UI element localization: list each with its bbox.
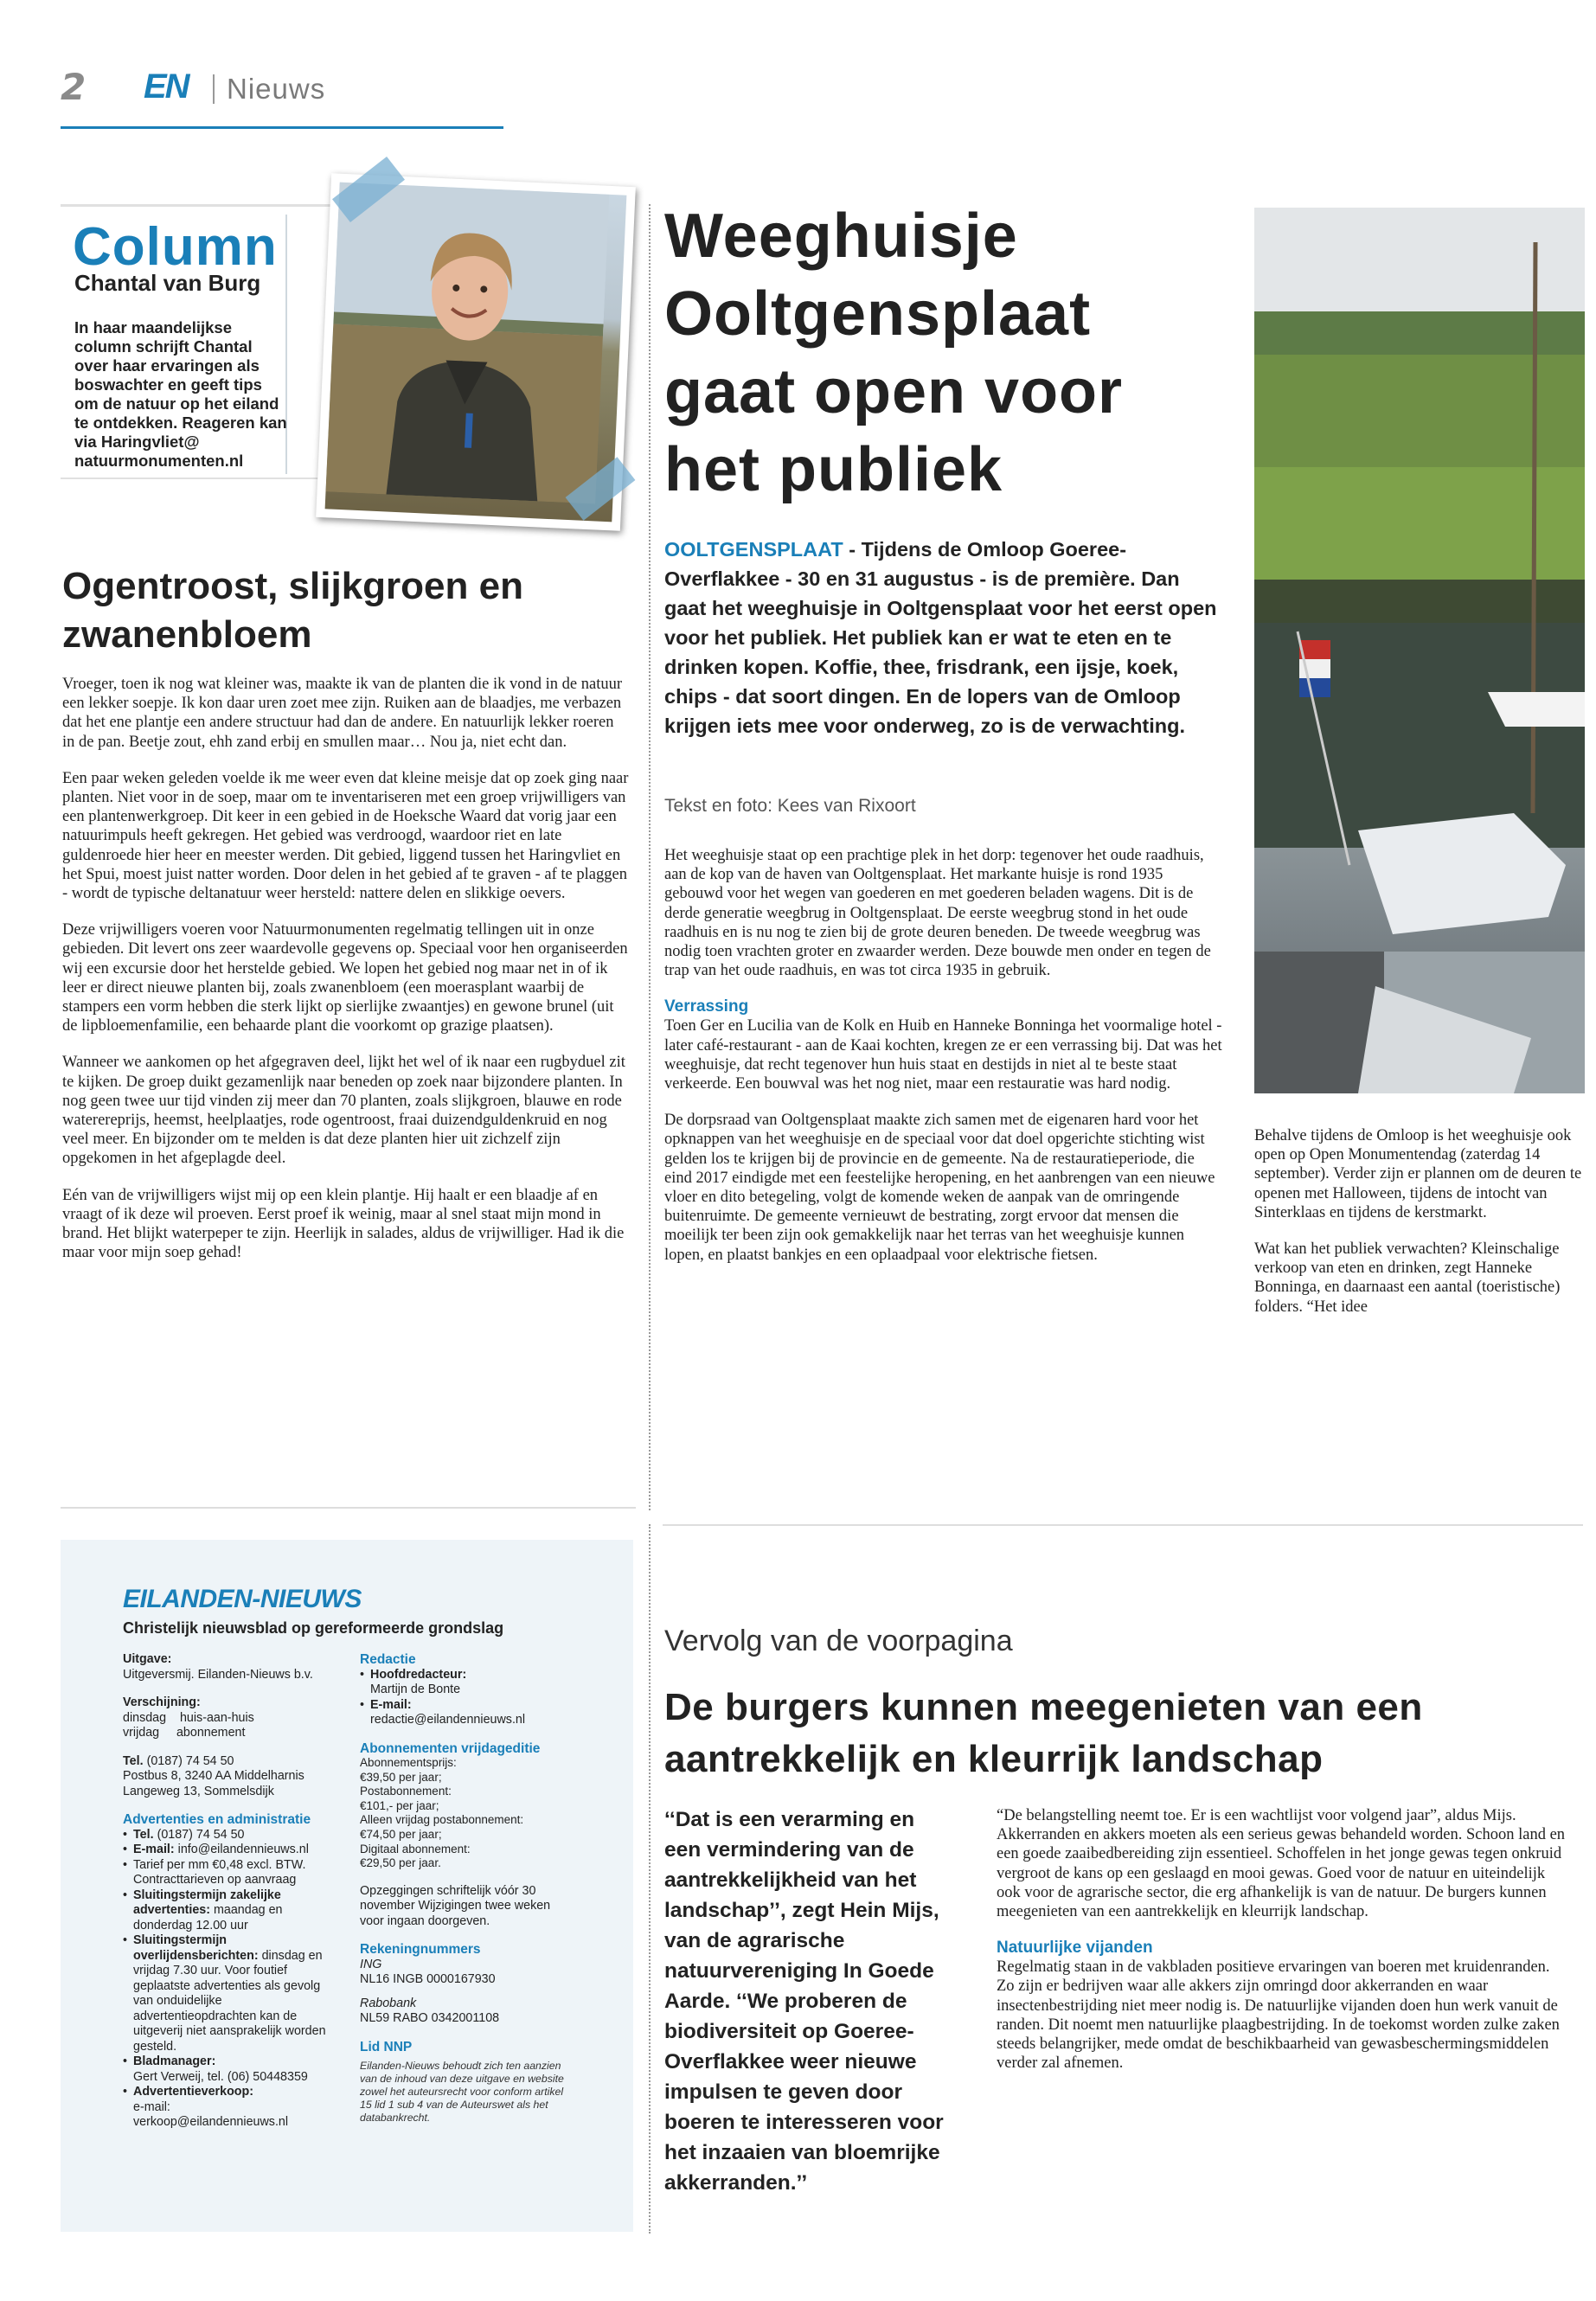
adv-zakelijk-label: Sluitingstermijn zakelijke advertenties: bbox=[133, 1888, 281, 1917]
abo-line: €29,50 per jaar. bbox=[360, 1856, 441, 1870]
article-paragraph: Regelmatig staan in de vakbladen positieve ervaringen van boeren met kruidenranden. Zo zijn er bedrijven waar alle akkers zijn omringd door akkerranden en waar insectenbestrijding niet meer nodig is. De natuurlijke vijanden doen hun werk vanuit de randen. Dit noemt men natuurlijke plaagbestrijding. In de toekomst worden zulke zaken steeds belangrijker, mede omdat de beschikbaarheid van gewasbeschermingsmiddelen verder zal afnemen. bbox=[997, 1958, 1560, 2073]
advertentieverkoop-email-link[interactable]: verkoop@eilandennieuws.nl bbox=[133, 2115, 289, 2129]
column-intro: In haar maandelijkse column schrijft Chantal over haar ervaringen als boswachter en geeft tips om de natuur op het eiland te ontdekken. Reageren kan via Haringvliet@ natuurmonumenten.nl bbox=[74, 318, 287, 470]
advertenties-heading: Advertenties en administratie bbox=[123, 1812, 311, 1827]
adv-email-label: E-mail: bbox=[133, 1843, 175, 1856]
redactie-email-label: E-mail: bbox=[370, 1697, 412, 1712]
weeghuisje-lead bbox=[664, 535, 1218, 740]
adv-tel-value: (0187) 74 54 50 bbox=[157, 1827, 245, 1842]
eilanden-nieuws-logo: EILANDEN-NIEUWS bbox=[123, 1585, 362, 1613]
column-divider bbox=[649, 1524, 651, 2234]
article-subhead: Verrassing bbox=[664, 997, 749, 1016]
portrait-image bbox=[325, 183, 627, 522]
opzeggingen-text: Opzeggingen schriftelijk vóór 30 november Wijzigingen twee weken voor ingaan doorgeven. bbox=[360, 1883, 551, 1928]
adv-tel-label: Tel. bbox=[133, 1827, 154, 1842]
bladmanager-value: Gert Verweij, tel. (06) 50448359 bbox=[133, 2069, 308, 2084]
verschijning-line: dinsdag huis-aan-huis bbox=[123, 1710, 254, 1725]
dateline: OOLTGENSPLAAT bbox=[664, 538, 843, 561]
section-divider bbox=[61, 1507, 636, 1509]
ing-label: ING bbox=[360, 1957, 382, 1971]
article-paragraph: Toen Ger en Lucilia van de Kolk en Huib en Hanneke Bonninga het voormalige hotel - later café-restaurant - aan de Kaai kochten, kregen ze er een verrassing bij. Dat was het weeghuisje, dat recht tegenover hun huis staat en destijds in niet al te beste staat verkeerde. Een bouwval was het nog niet, maar een restauratie was hard nodig. bbox=[664, 1017, 1222, 1093]
advertentieverkoop-label: Advertentieverkoop: bbox=[133, 2085, 254, 2099]
tel-label: Tel. bbox=[123, 1753, 144, 1768]
article-paragraph: Behalve tijdens de Omloop is het weeghuisje ook open op Open Monumentendag (zaterdag 14 september). Verder zijn er plannen om de deuren te openen met Halloween, tijdens de intocht van Sinterklaas en tijdens de kerstmarkt. bbox=[1254, 1127, 1582, 1221]
verschijning-line: vrijdag abonnement bbox=[123, 1726, 246, 1740]
redactie-list bbox=[360, 1668, 576, 1728]
column-paragraph: Een paar weken geleden voelde ik me weer even dat kleine meisje dat op zoek ging naar planten. Niet voor in de soep, maar om te inventariseren met een groep vrijwilligers van een plantenwerkgroep. Dit keer in een gebied in de Hoeksche Waard dat vorig jaar een natuurimpuls heeft gekregen. Het gebied was verdroogd, waardoor riet en late guldenroede hier heer en meester werden. Dit gebied, liggend tussen het Haringvliet en het Spui, moest juist natter worden. Door delen in het gebied af te graven - af te plaggen - wordt de typische deltanatuur weer hersteld: nattere delen en slikkige oevers. bbox=[62, 769, 629, 903]
adv-item bbox=[123, 1828, 339, 1843]
column-paragraph: Deze vrijwilligers voeren voor Natuurmonumenten regelmatig tellingen uit in onze gebieden. Dit levert ons zeer waardevolle gegevens op. Speciaal voor hen organiseerden wij een excursie door het herstelde gebied. We lopen het gebied nog maar net in of ik leer er direct nieuwe planten bij, zoals zwanenbloem (een moerasplant waarbij de stampers een vorm hebben die sterk lijkt op sierlijke zwaantjes) en gewone brunel (uit de lipbloemenfamilie, een behaarde plant die voorkomt op grazige plaatsen). bbox=[62, 921, 628, 1035]
adv-overlijden-value: dinsdag en vrijdag 7.30 uur. Voor foutief geplaatste advertenties als gevolg van onduidelijke advertentieopdrachten kan de uitgeverij niet aansprakelijk worden gesteld. bbox=[133, 1948, 326, 2054]
vervolg-pull-quote: ‘‘Dat is een verarming en een vermindering van de aantrekkelijkheid van het landschap’’, zegt Hein Mijs, van de agrarische natuurvereniging In Goede Aarde. ‘‘We proberen de biodiversiteit op Goeree-Overflakkee weer nieuwe impulsen te geven door boeren te interesseren voor het inzaaien van bloemrijke akkerranden.’’ bbox=[664, 1808, 944, 2195]
column-paragraph: Wanneer we aankomen op het afgegraven deel, lijkt het wel of ik naar een rugbyduel zit te kijken. De groep duikt gezamenlijk naar beneden op zoek naar bijzondere planten. In nog geen twee uur tijd vinden zij meer dan 70 planten, zoals slijkgroen, blauwe en rode waterereprijs, heemst, heelplaatjes, rode ogentroost, fraai duizendguldenkruid en nog veel meer. En bijzonder om te melden is dat deze planten hier uit zichzelf zijn opgekomen in het afgeplagde deel. bbox=[62, 1054, 625, 1168]
redactie-heading: Redactie bbox=[360, 1652, 416, 1667]
abo-line: €101,- per jaar; bbox=[360, 1798, 439, 1812]
adv-item bbox=[123, 2054, 339, 2085]
advertenties-list bbox=[123, 1828, 339, 2131]
adv-item bbox=[123, 1933, 339, 2054]
portrait-illustration bbox=[326, 183, 610, 504]
hoofdredacteur-value: Martijn de Bonte bbox=[370, 1682, 461, 1696]
adv-email-link[interactable]: info@eilandennieuws.nl bbox=[177, 1843, 309, 1856]
abonnementen-heading: Abonnementen vrijdageditie bbox=[360, 1740, 541, 1756]
uitgave-block bbox=[123, 1652, 339, 1682]
colofon-tagline: Christelijk nieuwsblad op gereformeerde grondslag bbox=[123, 1619, 504, 1637]
verschijning-block bbox=[123, 1695, 339, 1741]
abo-line: Postabonnement: bbox=[360, 1785, 452, 1798]
colofon-right-column bbox=[360, 1652, 576, 2125]
rabo-label: Rabobank bbox=[360, 1996, 417, 2010]
address-line: Postbus 8, 3240 AA Middelharnis bbox=[123, 1769, 304, 1783]
advertentieverkoop-line: e-mail: bbox=[133, 2099, 170, 2114]
article-paragraph: “De belangstelling neemt toe. Er is een wachtlijst voor volgend jaar”, aldus Mijs. Akkerranden en akkers moeten als een serieus gewas behandeld worden. Schoon land en een goede zaaibedbereiding zijn essentieel. Schoffelen in het jonge gewas tegen onkruid vergroot de kans op een geslaagd en mooi gewas. Goed voor de natuur en uiteindelijk ook voor de agrarische sector, die erg afhankelijk is van de natuur. De burgers kunnen meegenieten van een aantrekkelijk en kleurrijk landschap. bbox=[997, 1807, 1566, 1921]
adv-item bbox=[123, 1888, 339, 1934]
abo-line: Alleen vrijdag postabonnement: bbox=[360, 1813, 524, 1827]
abonnementen-block bbox=[360, 1756, 576, 1871]
abo-line: Digitaal abonnement: bbox=[360, 1842, 471, 1856]
harbour-photo bbox=[1254, 208, 1585, 1093]
uitgave-value: Uitgeversmij. Eilanden-Nieuws b.v. bbox=[123, 1667, 313, 1682]
hoofdredacteur-label: Hoofdredacteur: bbox=[370, 1667, 467, 1682]
en-logo: EN bbox=[144, 67, 189, 106]
redactie-item bbox=[360, 1668, 576, 1698]
weeghuisje-headline: Weeghuisje Ooltgensplaat gaat open voor het publiek bbox=[664, 202, 1124, 504]
contact-block bbox=[123, 1754, 339, 1800]
vervolg-headline: De burgers kunnen meegenieten van een aantrekkelijk en kleurrijk landschap bbox=[664, 1686, 1423, 1780]
column-headline: Ogentroost, slijkgroen en zwanenbloem bbox=[62, 565, 523, 656]
lead-text: - Tijdens de Omloop Goeree-Overflakkee - 30 en 31 augustus - is de première. Dan gaat het weeghuisje in Ooltgensplaat voor het eerst open voor het publiek. Het publiek kan er wat te eten en te drinken kopen. Koffie, thee, frisdrank, een ijsje, koek, chips - dat soort dingen. En de lopers van de Omloop krijgen iets mee voor onderweg, zo is de verwachting. bbox=[664, 538, 1217, 737]
redactie-email-link[interactable]: redactie@eilandennieuws.nl bbox=[370, 1713, 526, 1727]
article-paragraph: Wat kan het publiek verwachten? Kleinschalige verkoop van eten en drinken, zegt Hanneke Bonninga, en daarnaast een aantal (toeristische) folders. “Het idee bbox=[1254, 1240, 1561, 1316]
ing-value: NL16 INGB 0000167930 bbox=[360, 1972, 496, 1987]
weeghuisje-body bbox=[664, 846, 1225, 1282]
adv-item: • Tarief per mm €0,48 excl. BTW. Contracttarieven op aanvraag bbox=[123, 1858, 339, 1888]
column-top-rule bbox=[61, 204, 337, 207]
adv-item bbox=[123, 1843, 339, 1858]
address-line: Langeweg 13, Sommelsdijk bbox=[123, 1784, 274, 1798]
column-body bbox=[62, 675, 629, 1279]
photo-credit: Tekst en foto: Kees van Rixoort bbox=[664, 796, 916, 816]
rabo-block bbox=[360, 1997, 576, 2027]
header-separator bbox=[213, 74, 215, 104]
abo-line: Abonnementsprijs: bbox=[360, 1756, 457, 1769]
harbour-illustration bbox=[1254, 208, 1585, 1093]
rekeningnummers-heading: Rekeningnummers bbox=[360, 1942, 481, 1958]
column-paragraph: Vroeger, toen ik nog wat kleiner was, maakte ik van de planten die ik vond in de natuur een lekker soepje. Ik kon daar uren zoet mee zijn. Ruiken aan de blaadjes, me verbazen dat het ene plantje een andere structuur had dan de andere. En natuurlijk lekker roeren in de pan. Beetje zout, ehh zand erbij en smullen maar… Nou ja, niet echt dan. bbox=[62, 676, 622, 751]
section-divider bbox=[663, 1524, 1583, 1526]
column-paragraph: Eén van de vrijwilligers wijst mij op een klein plantje. Hij haalt er een blaadje af en vraagt of ik deze wil proeven. Eerst proef ik weinig, maar al snel staat mijn mond in brand. Het blijkt waterpeper te zijn. Heerlijk in salades, aldus de vrijwilliger. Had ik die maar voor mijn soep gehad! bbox=[62, 1186, 625, 1262]
bladmanager-label: Bladmanager: bbox=[133, 2054, 216, 2068]
adv-zakelijk-value: maandag en donderdag 12.00 uur bbox=[133, 1903, 283, 1932]
verschijning-label: Verschijning: bbox=[123, 1695, 201, 1709]
colofon-left-column bbox=[123, 1652, 339, 2131]
ing-block bbox=[360, 1958, 576, 1988]
nnp-heading: Lid NNP bbox=[360, 2039, 413, 2054]
rabo-value: NL59 RABO 0342001108 bbox=[360, 2011, 500, 2026]
article-paragraph: De dorpsraad van Ooltgensplaat maakte zich samen met de eigenaren hard voor het opknappen van het weeghuisje en de speciaal voor dat doel opgerichte stichting wist gelden los te krijgen bij de provincie en de gemeente. Na de restauratieperiode, die eind 2017 eindigde met een feestelijke heropening, en het aanbrengen van een nieuwe vloer en dito betegeling, volgt de komende weken de aanpak van de omringende buitenruimte. De gemeente vernieuwt de bestrating, zorgt ervoor dat mensen die moeilijk ter been zijn ook gemakkelijk naar het terras van het weeghuisje kunnen lopen, en plaatst bankjes en een oplaadpaal voor elektrische fietsen. bbox=[664, 1112, 1215, 1264]
column-divider bbox=[649, 204, 651, 1510]
vervolg-kicker: Vervolg van de voorpagina bbox=[664, 1625, 1013, 1657]
vervolg-body bbox=[997, 1806, 1567, 2090]
adv-overlijden-label: Sluitingstermijn overlijdensberichten: bbox=[133, 1933, 259, 1963]
article-paragraph: Het weeghuisje staat op een prachtige plek in het dorp: tegenover het oude raadhuis, aan de kop van de haven van Ooltgensplaat. Het markante huisje is rond 1935 gebouwd voor het wegen van goederen en met goederen beladen wagens. Dit is de derde generatie weegbrug in Ooltgensplaat. De eerste weegbrug stond in het oude raadhuis en is nu nog te zien bij de grote deuren beneden. De tweede weegbrug was nodig toen vrachten groter en zwaarder werden. Deze bouwde men onder en tegen de trap van het oude raadhuis, en was tot circa 1935 in gebruik. bbox=[664, 847, 1211, 980]
adv-item bbox=[123, 2085, 339, 2131]
column-title: Column bbox=[73, 217, 278, 277]
article-subhead: Natuurlijke vijanden bbox=[997, 1939, 1153, 1958]
header-rule bbox=[61, 126, 503, 129]
author-portrait-photo bbox=[316, 173, 636, 531]
column-author: Chantal van Burg bbox=[74, 270, 261, 296]
abo-line: €74,50 per jaar; bbox=[360, 1827, 442, 1841]
section-title: Nieuws bbox=[227, 73, 326, 105]
disclaimer-text: Eilanden-Nieuws behoudt zich ten aanzien van de inhoud van deze uitgave en website zowel het auteursrecht voor conform artikel 15 lid 1 sub 4 van de Auteurswet als het databankrecht. bbox=[360, 2060, 564, 2125]
page-number: 2 bbox=[61, 66, 87, 108]
uitgave-label: Uitgave: bbox=[123, 1652, 172, 1666]
redactie-item bbox=[360, 1698, 576, 1728]
tel-value: (0187) 74 54 50 bbox=[146, 1753, 234, 1768]
column-bottom-rule bbox=[61, 478, 337, 479]
weeghuisje-side-text bbox=[1254, 1126, 1585, 1334]
abo-line: €39,50 per jaar; bbox=[360, 1770, 442, 1784]
